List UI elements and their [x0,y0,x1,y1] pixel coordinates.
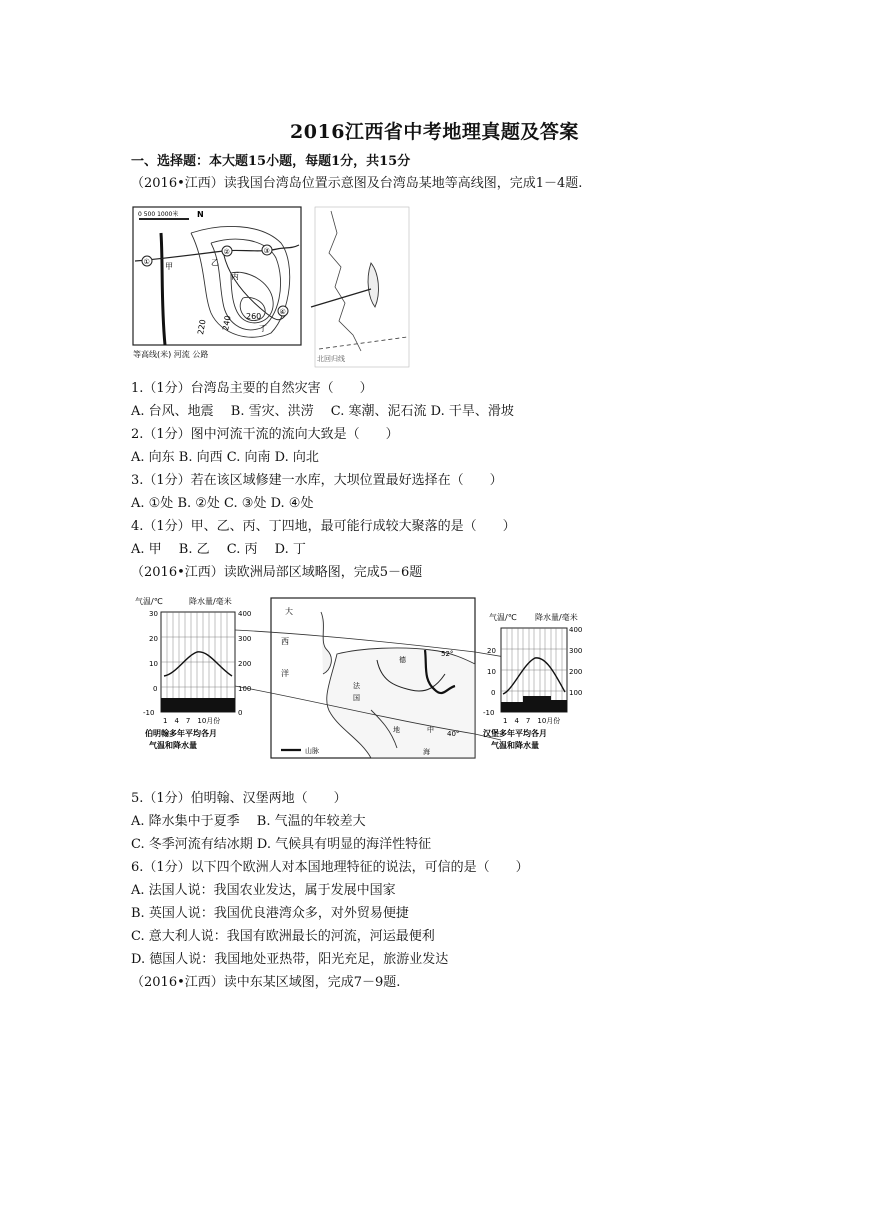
intro-q5-6: （2016•江西）读欧洲局部区域略图，完成5－6题 [131,565,423,580]
question-5: 5.（1分）伯明翰、汉堡两地（ ） [131,791,347,806]
left-precip-bars [161,698,235,712]
left-chart-caption: 伯明翰多年平均各月 [145,729,217,738]
scale-label: 0 500 1000米 [138,211,179,218]
map-label: 法 [353,682,360,690]
map-label: 中 [427,726,434,734]
right-prec-axis-title: 降水量/毫米 [535,613,578,622]
right-month-ticks: 1 4 7 10月份 [503,717,561,725]
map-label: 地 [393,726,400,734]
marker-4: ④ [279,308,286,316]
right-temp-tick: 20 [487,647,496,655]
question-5-options-a-b: A. 降水集中于夏季 B. 气温的年较差大 [131,814,366,829]
left-temp-tick: -10 [143,709,155,717]
question-6-option-b: B. 英国人说：我国优良港湾众多，对外贸易便捷 [131,906,409,921]
right-prec-tick: 100 [569,689,583,697]
right-prec-tick: 300 [569,647,583,655]
section-heading: 一、选择题：本大题15小题，每题1分，共15分 [131,154,411,169]
map-label: 大 [285,607,293,616]
lat-label: 52° [441,650,454,658]
left-prec-tick: 400 [238,610,252,618]
lat-label: 40° [447,730,460,738]
intro-q7-9: （2016•江西）读中东某区域图，完成7－9题. [131,975,401,990]
map-label: 洋 [281,669,289,678]
place-yi: 乙 [211,258,219,267]
question-3: 3.（1分）若在该区域修建一水库，大坝位置最好选择在（ ） [131,473,503,488]
europe-climate-figure [131,590,591,780]
page-title: 2016江西省中考地理真题及答案 [290,121,579,143]
map-legend-mountain: 山脉 [305,747,319,755]
marker-1: ① [143,258,150,266]
left-temp-axis-title: 气温/℃ [135,597,163,606]
map-label: 海 [423,748,430,756]
left-temp-tick: 0 [153,685,158,693]
contour-value: 220 [196,318,208,336]
left-temp-tick: 20 [149,635,158,643]
contour-map-frame [133,207,301,345]
question-1: 1.（1分）台湾岛主要的自然灾害（ ） [131,381,373,396]
question-6-option-c: C. 意大利人说：我国有欧洲最长的河流，河运最便利 [131,929,435,944]
left-month-ticks: 1 4 7 10月份 [163,717,221,725]
right-temp-axis-title: 气温/℃ [489,613,517,622]
map-label: 德 [399,656,406,664]
question-3-options: A. ①处 B. ②处 C. ③处 D. ④处 [131,496,314,511]
question-5-options-c-d: C. 冬季河流有结冰期 D. 气候具有明显的海洋性特征 [131,837,432,852]
marker-2: ② [223,248,230,256]
question-1-options: A. 台风、地震 B. 雪灾、洪涝 C. 寒潮、泥石流 D. 干旱、滑坡 [131,404,514,419]
right-temp-tick: -10 [483,709,495,717]
map-label: 西 [281,637,289,646]
marker-3: ③ [263,247,270,255]
left-prec-tick: 0 [238,709,243,717]
north-arrow: N [197,210,204,219]
right-chart-caption: 汉堡多年平均各月 [483,729,547,738]
question-4-options: A. 甲 B. 乙 C. 丙 D. 丁 [131,542,306,557]
place-jia: 甲 [165,262,173,271]
right-temp-tick: 0 [491,689,496,697]
contour-value: 240 [221,314,233,332]
map-label: 国 [353,694,360,702]
place-ding: 丁 [259,324,267,333]
left-chart-caption: 气温和降水量 [149,741,197,750]
intro-q1-4: （2016•江西）读我国台湾岛位置示意图及台湾岛某地等高线图，完成1－4题. [131,176,583,191]
tropic-label: 北回归线 [317,355,345,363]
question-2: 2.（1分）图中河流干流的流向大致是（ ） [131,427,399,442]
question-6: 6.（1分）以下四个欧洲人对本国地理特征的说法，可信的是（ ） [131,860,529,875]
question-6-option-a: A. 法国人说：我国农业发达，属于发展中国家 [131,883,396,898]
left-prec-tick: 200 [238,660,252,668]
right-temp-tick: 10 [487,668,496,676]
left-temp-tick: 30 [149,610,158,618]
left-prec-tick: 300 [238,635,252,643]
contour-value: 260 [246,312,262,321]
right-prec-tick: 400 [569,626,583,634]
left-temp-tick: 10 [149,660,158,668]
question-6-option-d: D. 德国人说：我国地处亚热带，阳光充足，旅游业发达 [131,952,449,967]
question-4: 4.（1分）甲、乙、丙、丁四地，最可能行成较大聚落的是（ ） [131,519,516,534]
left-prec-axis-title: 降水量/毫米 [189,597,232,606]
right-prec-tick: 200 [569,668,583,676]
right-chart-caption: 气温和降水量 [491,741,539,750]
map-legend: 等高线(米) 河流 公路 [133,350,209,359]
taiwan-contour-figure [131,203,411,371]
question-2-options: A. 向东 B. 向西 C. 向南 D. 向北 [131,450,319,465]
left-prec-tick: 100 [238,685,252,693]
place-bing: 丙 [231,272,239,281]
